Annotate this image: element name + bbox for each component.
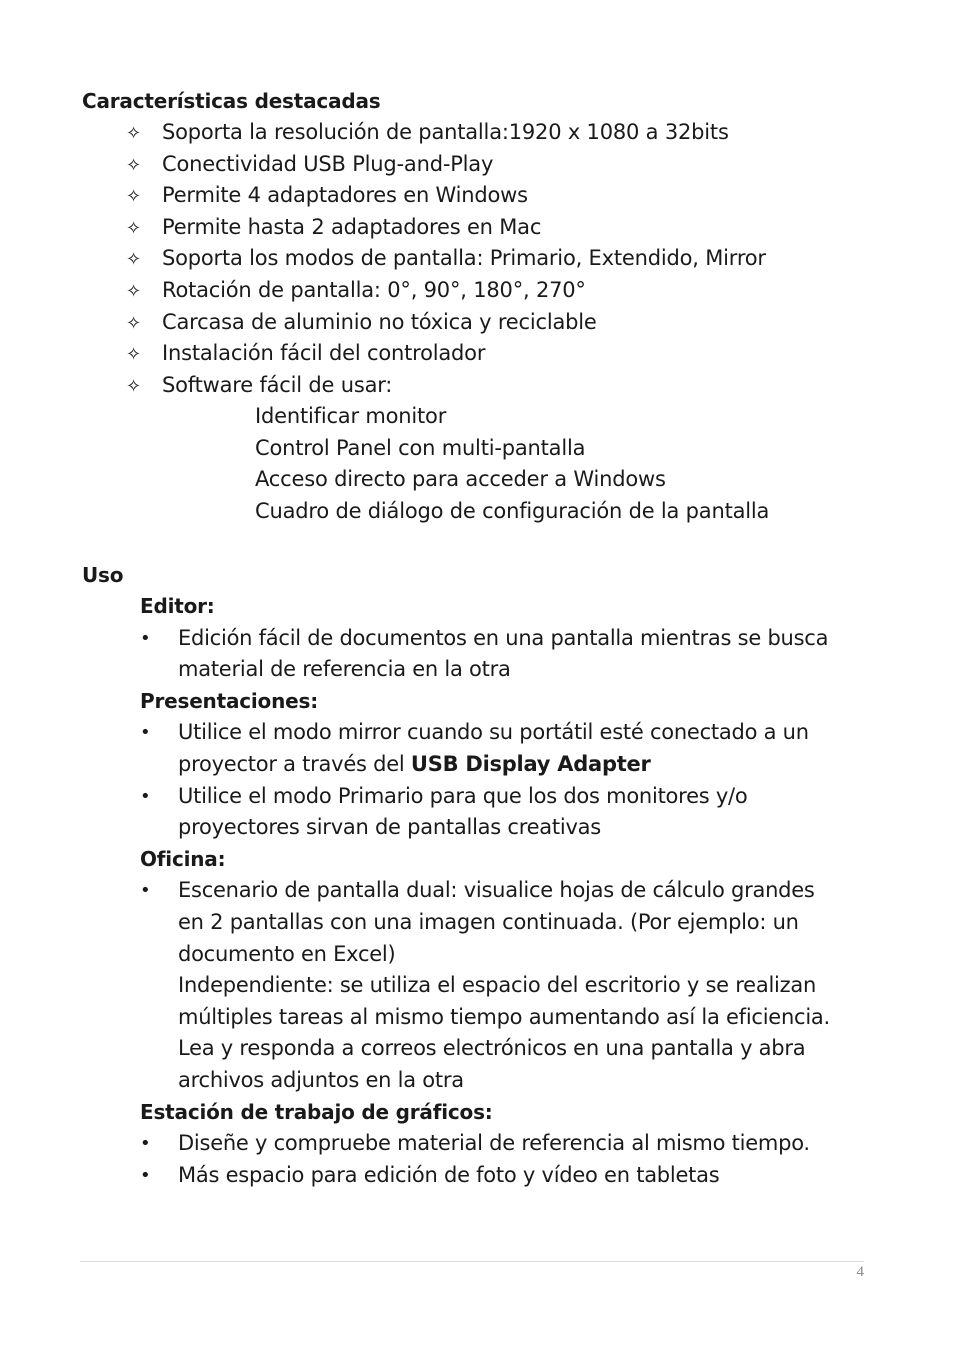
- list-item: Acceso directo para acceder a Windows: [255, 467, 666, 492]
- star-bullet-icon: ✧: [126, 186, 141, 208]
- item-text-line: en 2 pantallas con una imagen continuada. (Por ejemplo: un: [178, 909, 799, 934]
- item-text-line: archivos adjuntos en la otra: [178, 1067, 464, 1092]
- list-item: [126, 180, 766, 212]
- item-text-line: Más espacio para edición de foto y vídeo en tabletas: [178, 1162, 720, 1187]
- list-item: [126, 338, 766, 370]
- item-text-line: proyectores sirvan de pantallas creativas: [178, 815, 601, 840]
- item-text-line: Utilice el modo mirror cuando su portátil esté conectado a un: [178, 720, 809, 745]
- star-bullet-icon: ✧: [126, 123, 141, 144]
- list-item: [140, 1160, 900, 1192]
- list-item: Control Panel con multi-pantalla: [255, 435, 586, 460]
- presentaciones-list: [140, 717, 900, 843]
- features-heading: Características destacadas: [82, 89, 381, 113]
- list-item: [126, 275, 766, 307]
- editor-list: [140, 623, 900, 686]
- graficos-subheading: Estación de trabajo de gráficos:: [140, 1099, 493, 1124]
- bullet-icon: •: [140, 1133, 151, 1155]
- item-text-line: Lea y responda a correos electrónicos en una pantalla y abra: [178, 1036, 806, 1061]
- star-bullet-icon: ✧: [126, 312, 141, 334]
- list-item: [126, 117, 766, 149]
- editor-subheading: Editor:: [140, 594, 215, 618]
- presentaciones-subheading: Presentaciones:: [140, 688, 319, 713]
- feature-text: Permite 4 adaptadores en Windows: [162, 183, 528, 208]
- item-text: proyector a través del: [178, 751, 411, 776]
- feature-text: Permite hasta 2 adaptadores en Mac: [162, 214, 542, 239]
- item-text-line: Diseñe y compruebe material de referencia al mismo tiempo.: [178, 1131, 810, 1156]
- graficos-list: [140, 1128, 900, 1191]
- product-name: USB Display Adapter: [410, 751, 651, 776]
- item-text-line: material de referencia en la otra: [178, 657, 511, 682]
- star-bullet-icon: ✧: [126, 344, 141, 366]
- uso-section: [140, 591, 900, 1191]
- star-bullet-icon: ✧: [126, 249, 141, 271]
- feature-text: Software fácil de usar:: [162, 372, 393, 397]
- bullet-icon: •: [140, 627, 151, 649]
- list-item: [126, 149, 766, 181]
- list-item: [140, 875, 900, 1096]
- feature-text: Rotación de pantalla: 0°, 90°, 180°, 270°: [162, 277, 586, 302]
- software-subitems-list: [255, 401, 769, 527]
- star-bullet-icon: ✧: [126, 375, 141, 397]
- list-item: [140, 781, 900, 844]
- item-text-line: [178, 749, 900, 781]
- list-item: [126, 243, 766, 275]
- item-text-line: Escenario de pantalla dual: visualice hojas de cálculo grandes: [178, 878, 815, 903]
- bullet-icon: •: [140, 880, 151, 902]
- bullet-icon: •: [140, 722, 151, 744]
- oficina-list: [140, 875, 900, 1096]
- list-item: Identificar monitor: [255, 404, 447, 428]
- features-list: [126, 117, 766, 401]
- list-item: [126, 370, 766, 402]
- star-bullet-icon: ✧: [126, 154, 141, 176]
- feature-text: Instalación fácil del controlador: [162, 341, 486, 366]
- item-text-line: documento en Excel): [178, 941, 396, 966]
- feature-text: Soporta los modos de pantalla: Primario, Extendido, Mirror: [162, 246, 766, 271]
- list-item: [140, 1128, 900, 1160]
- oficina-subheading: Oficina:: [140, 846, 226, 871]
- footer-divider: [80, 1261, 864, 1262]
- list-item: [126, 212, 766, 244]
- item-text-line: Edición fácil de documentos en una pantalla mientras se busca: [178, 625, 829, 650]
- star-bullet-icon: ✧: [126, 280, 141, 302]
- list-item: Cuadro de diálogo de configuración de la pantalla: [255, 498, 770, 523]
- page-number: 4: [856, 1264, 864, 1280]
- item-text-line: múltiples tareas al mismo tiempo aumentando así la eficiencia.: [178, 1004, 830, 1029]
- bullet-icon: •: [140, 1164, 151, 1186]
- item-text-line: Independiente: se utiliza el espacio del escritorio y se realizan: [178, 973, 817, 998]
- feature-text: Carcasa de aluminio no tóxica y reciclable: [162, 309, 597, 334]
- feature-text: Soporta la resolución de pantalla:1920 x 1080 a 32bits: [162, 120, 729, 144]
- list-item: [140, 717, 900, 780]
- feature-text: Conectividad USB Plug-and-Play: [162, 151, 494, 176]
- star-bullet-icon: ✧: [126, 217, 141, 239]
- uso-heading: Uso: [82, 563, 124, 587]
- list-item: [140, 623, 900, 686]
- bullet-icon: •: [140, 785, 151, 807]
- list-item: [126, 307, 766, 339]
- item-text-line: Utilice el modo Primario para que los dos monitores y/o: [178, 783, 748, 808]
